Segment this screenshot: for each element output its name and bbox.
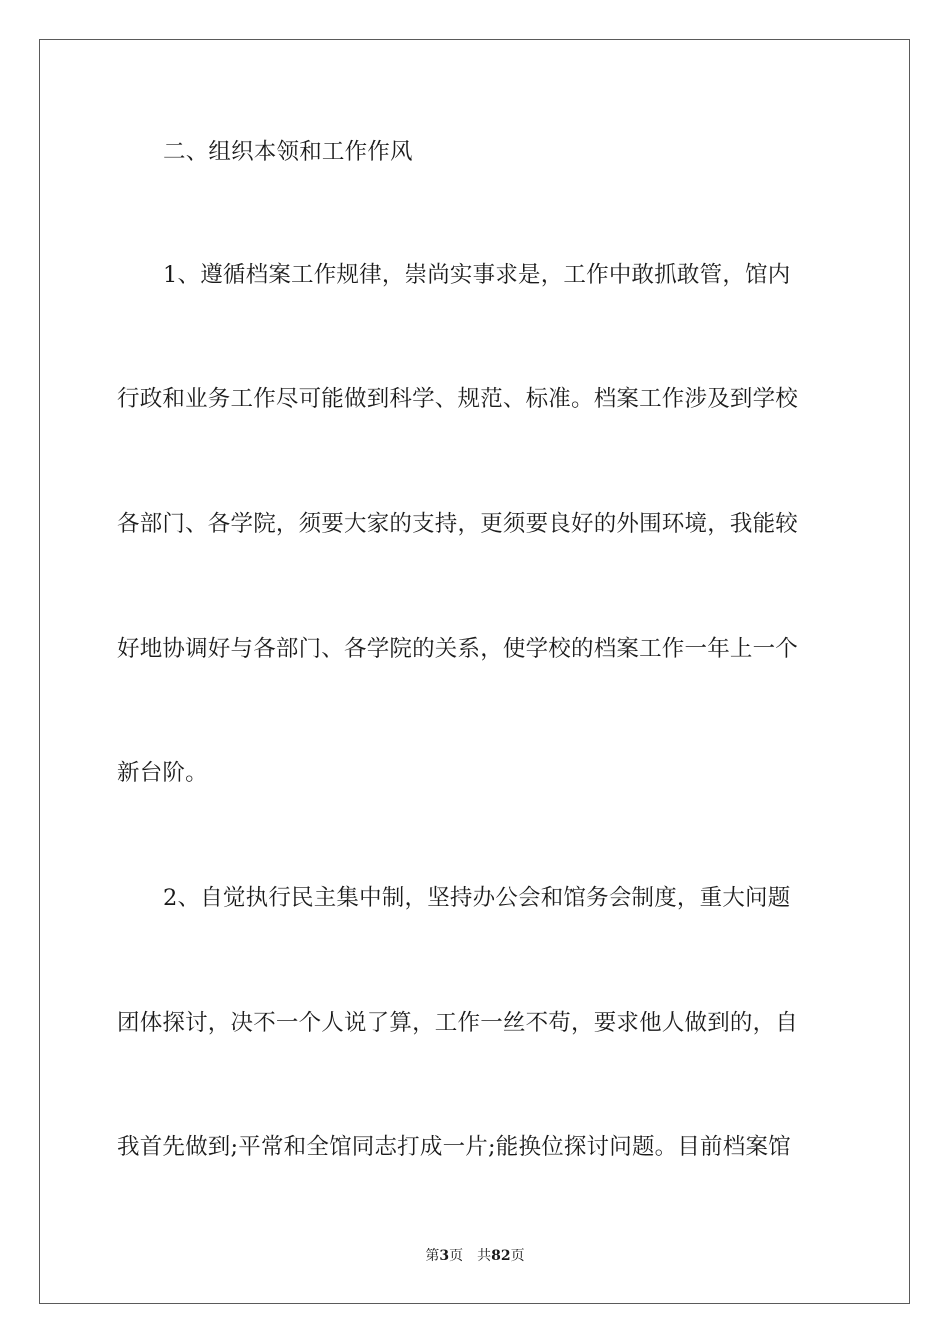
paragraph-line: 1、遵循档案工作规律，崇尚实事求是，工作中敢抓敢管，馆内 — [163, 262, 791, 288]
paragraph-line: 我首先做到;平常和全馆同志打成一片;能换位探讨问题。目前档案馆 — [117, 1134, 791, 1160]
total-prefix: 共 — [477, 1248, 492, 1264]
total-suffix: 页 — [510, 1248, 525, 1264]
page-number: 3 — [439, 1248, 450, 1264]
paragraph-line: 新台阶。 — [117, 760, 208, 786]
page-footer — [0, 1247, 950, 1265]
paragraph-line: 团体探讨，决不一个人说了算，工作一丝不苟，要求他人做到的，自 — [117, 1010, 799, 1036]
page-suffix: 页 — [449, 1248, 464, 1264]
section-heading: 二、组织本领和工作作风 — [163, 139, 413, 165]
page-border — [39, 39, 910, 1304]
paragraph-line: 各部门、各学院，须要大家的支持，更须要良好的外围环境，我能较 — [117, 511, 799, 537]
paragraph-line: 2、自觉执行民主集中制，坚持办公会和馆务会制度，重大问题 — [163, 885, 791, 911]
total-pages: 82 — [491, 1248, 511, 1264]
paragraph-line: 行政和业务工作尽可能做到科学、规范、标准。档案工作涉及到学校 — [117, 386, 799, 412]
page-prefix: 第 — [425, 1248, 440, 1264]
paragraph-line: 好地协调好与各部门、各学院的关系，使学校的档案工作一年上一个 — [117, 636, 799, 662]
